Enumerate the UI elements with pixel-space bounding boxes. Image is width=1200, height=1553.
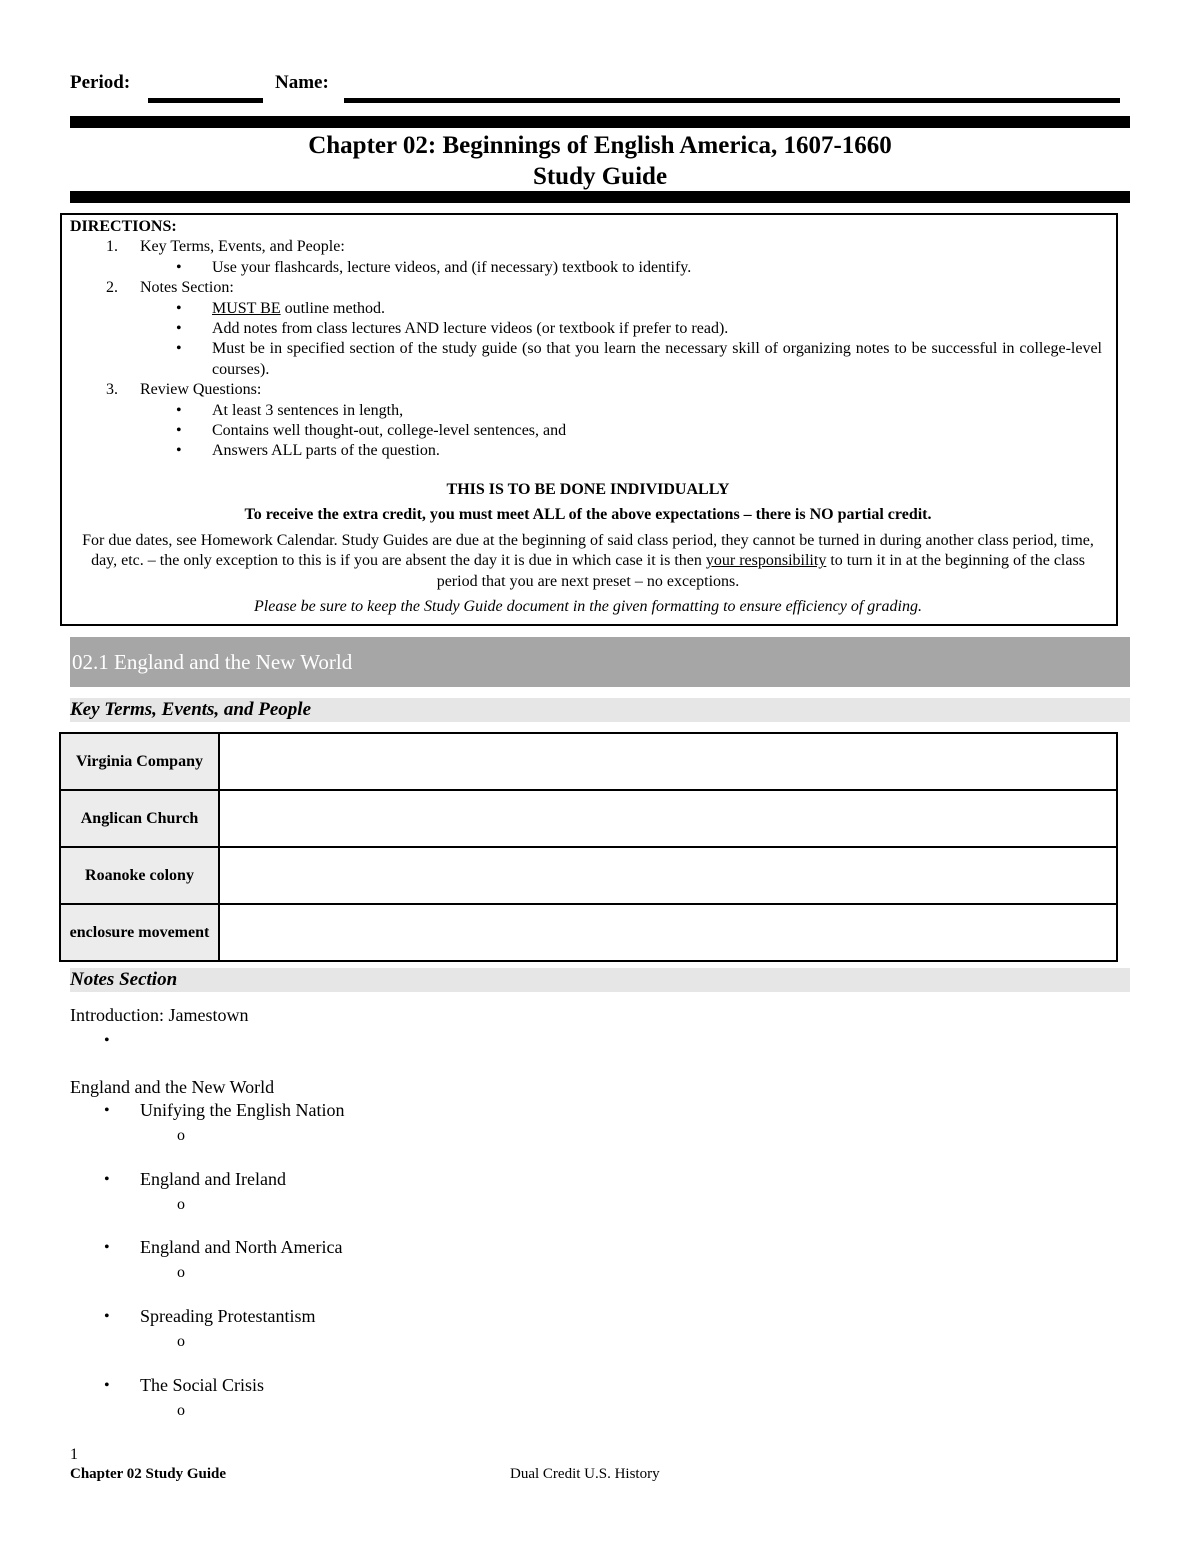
direction-bullet: • Contains well thought-out, college-level sentences, and: [70, 421, 1106, 441]
direction-bullet: • MUST BE outline method.: [70, 299, 1106, 319]
direction-bullet: • Add notes from class lectures AND lecture videos (or textbook if prefer to read).: [70, 319, 1106, 339]
direction-bullet: • At least 3 sentences in length,: [70, 401, 1106, 421]
period-blank-line: [148, 98, 263, 103]
directions-heading: DIRECTIONS:: [70, 218, 177, 235]
direction-item-2: 2. Notes Section:: [106, 279, 234, 297]
bullet-icon: •: [176, 258, 182, 276]
period-label: Period:: [70, 72, 131, 93]
sub-bullet-icon: o: [177, 1402, 185, 1419]
notes-topic: Introduction: Jamestown: [70, 1005, 249, 1025]
term-cell: enclosure movement: [60, 904, 219, 961]
name-blank-line: [344, 98, 1120, 103]
bullet-icon: •: [176, 401, 182, 419]
answer-cell[interactable]: [219, 733, 1117, 790]
bullet-icon: •: [104, 1239, 110, 1256]
direction-item-1: 1. Key Terms, Events, and People:: [106, 238, 345, 256]
table-row: [60, 733, 1117, 790]
term-cell: Virginia Company: [60, 733, 219, 790]
footer-doc-title: Chapter 02 Study Guide: [70, 1466, 227, 1482]
direction-bullet: • Must be in specified section of the study guide (so that you learn the necessary skill of organizing notes to be successful in college-level courses).: [176, 340, 1102, 378]
section-banner: 02.1 England and the New World: [70, 637, 1130, 687]
chapter-title: Chapter 02: Beginnings of English America, 1607-1660: [308, 132, 892, 159]
list-item: England and North America: [140, 1237, 343, 1257]
answer-cell[interactable]: [219, 904, 1117, 961]
bullet-icon: •: [176, 299, 182, 317]
directions-box: [60, 213, 1118, 626]
page-number: 1: [70, 1446, 78, 1463]
key-terms-table: [59, 732, 1118, 962]
key-terms-heading: Key Terms, Events, and People: [70, 698, 1130, 722]
list-item: England and Ireland: [140, 1169, 286, 1189]
notes-heading: Notes Section: [70, 968, 1130, 992]
bullet-icon: •: [176, 442, 182, 460]
table-row: [60, 790, 1117, 847]
footer-course-name: Dual Credit U.S. History: [510, 1466, 660, 1482]
direction-item-3: 3. Review Questions:: [106, 381, 262, 399]
title-top-rule: [70, 116, 1130, 128]
list-item: Spreading Protestantism: [140, 1306, 316, 1326]
list-item: The Social Crisis: [140, 1375, 264, 1395]
bullet-icon: •: [104, 1377, 110, 1394]
term-cell: Anglican Church: [60, 790, 219, 847]
sub-bullet-icon: o: [177, 1333, 185, 1350]
bullet-icon: •: [104, 1032, 110, 1049]
term-cell: Roanoke colony: [60, 847, 219, 904]
table-row: [60, 847, 1117, 904]
name-label: Name:: [275, 72, 329, 93]
answer-cell[interactable]: [219, 790, 1117, 847]
bullet-icon: •: [104, 1171, 110, 1188]
title-bottom-rule: [70, 191, 1130, 203]
individual-notice: THIS IS TO BE DONE INDIVIDUALLY: [446, 480, 730, 498]
answer-cell[interactable]: [219, 847, 1117, 904]
sub-bullet-icon: o: [177, 1196, 185, 1213]
due-dates-paragraph: For due dates, see Homework Calendar. Study Guides are due at the beginning of said class period, they cannot be turned in during another class period, time, day, etc. – the only exception to this is if you are absent the day it is due in which case it is then your responsibility to turn it in at the beginning of the class period that you are next preset – no exceptions.: [82, 531, 1094, 590]
formatting-note: Please be sure to keep the Study Guide document in the given formatting to ensure efficiency of grading.: [254, 597, 922, 615]
sub-bullet-icon: o: [177, 1127, 185, 1144]
notes-topic: England and the New World: [70, 1077, 275, 1097]
direction-bullet: • Use your flashcards, lecture videos, and (if necessary) textbook to identify.: [70, 258, 1106, 278]
bullet-icon: •: [176, 422, 182, 440]
study-guide-subtitle: Study Guide: [532, 163, 668, 190]
table-row: [60, 904, 1117, 961]
bullet-icon: •: [176, 320, 182, 338]
sub-bullet-icon: o: [177, 1264, 185, 1281]
bullet-icon: •: [104, 1308, 110, 1325]
bullet-icon: •: [104, 1102, 110, 1119]
extra-credit-notice: To receive the extra credit, you must meet ALL of the above expectations – there is NO partial credit.: [244, 506, 932, 524]
list-item: Unifying the English Nation: [140, 1100, 345, 1120]
student-info-row: [70, 72, 1120, 106]
bullet-icon: •: [176, 340, 182, 358]
direction-bullet: • Answers ALL parts of the question.: [70, 441, 1106, 461]
